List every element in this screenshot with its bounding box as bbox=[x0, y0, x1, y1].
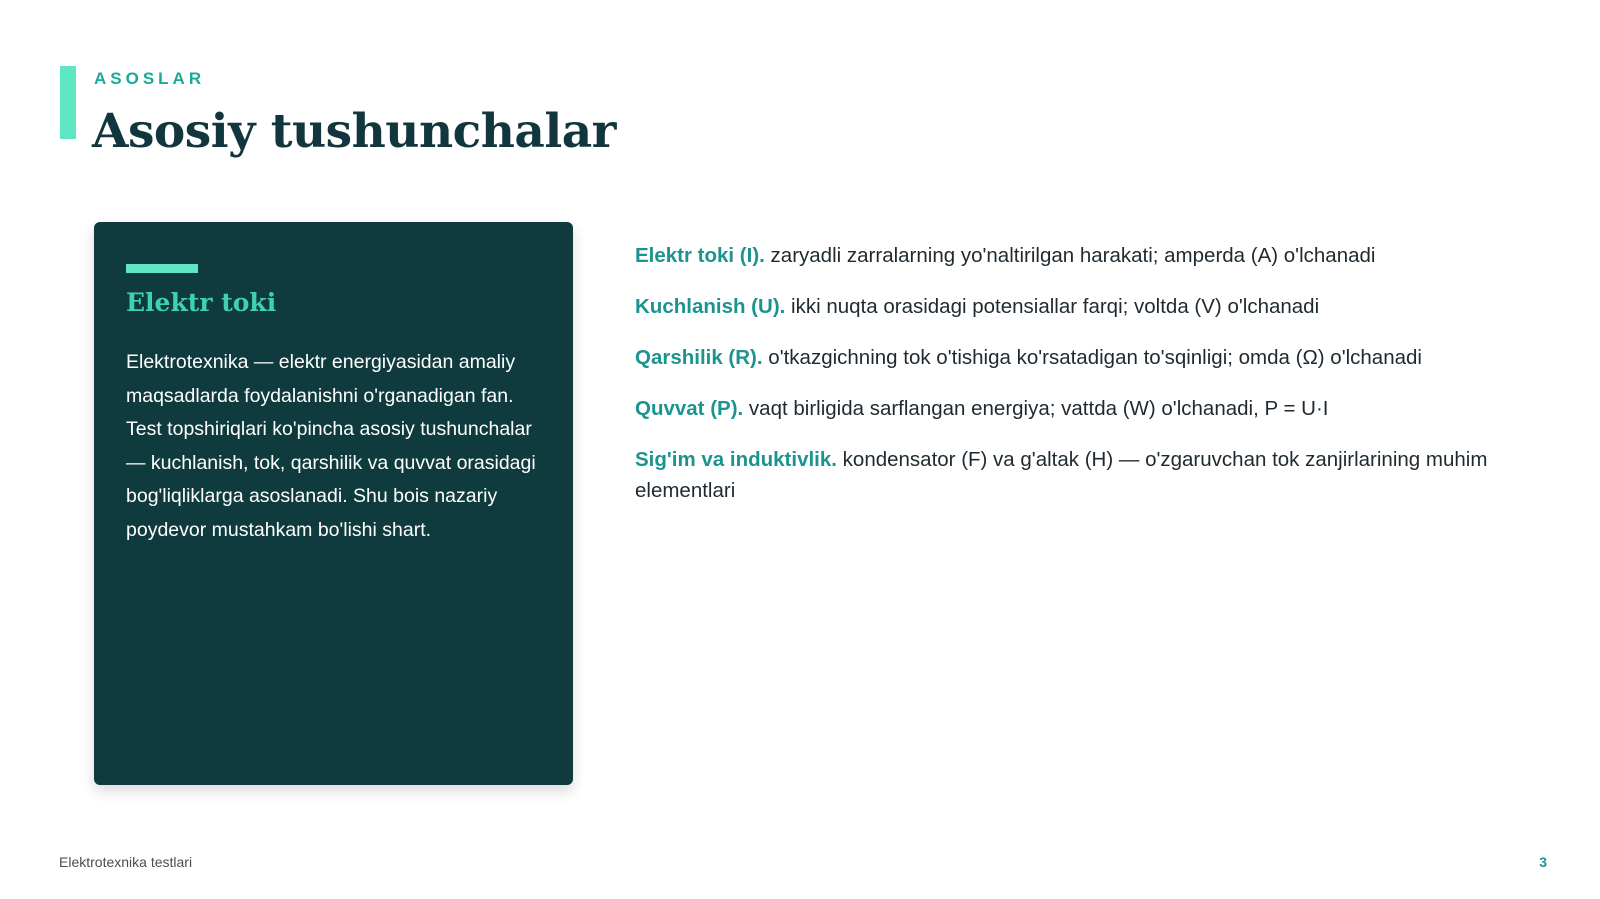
definition-text: o'tkazgichning tok o'tishiga ko'rsatadigan to'sqinligi; omda (Ω) o'lchanadi bbox=[762, 346, 1422, 369]
card-body-text: Elektrotexnika — elektr energiyasidan amaliy maqsadlarda foydalanishni o'rganadigan fan. Test topshiriqlari ko'pincha asosiy tushunchalar — kuchlanish, tok, qarshilik va quvvat orasidagi bog'liqliklarga asoslanadi. Shu bois nazariy poydevor mustahkam bo'lishi shart. bbox=[126, 351, 536, 541]
definition-item bbox=[635, 393, 1495, 424]
definition-text: kondensator (F) va g'altak (H) — o'zgaruvchan tok zanjirlarining muhim elementlari bbox=[635, 448, 1488, 502]
section-eyebrow: ASOSLAR bbox=[94, 69, 206, 88]
definition-term: Kuchlanish (U). bbox=[635, 295, 786, 318]
page-number: 3 bbox=[1539, 854, 1547, 870]
info-card bbox=[94, 222, 573, 785]
definition-term: Elektr toki (I). bbox=[635, 244, 765, 267]
definition-term: Quvvat (P). bbox=[635, 397, 744, 420]
definition-text: vaqt birligida sarflangan energiya; vattda (W) o'lchanadi, P = U·I bbox=[743, 397, 1329, 420]
page-title: Asosiy tushunchalar bbox=[92, 104, 616, 159]
card-accent-rule bbox=[126, 264, 198, 273]
definitions-list bbox=[635, 240, 1495, 526]
definition-item bbox=[635, 240, 1495, 271]
definition-item bbox=[635, 291, 1495, 322]
definition-term: Sig'im va induktivlik. bbox=[635, 448, 837, 471]
definition-text: ikki nuqta orasidagi potensiallar farqi; voltda (V) o'lchanadi bbox=[785, 295, 1320, 318]
footer-deck-title: Elektrotexnika testlari bbox=[59, 854, 193, 870]
definition-text: zaryadli zarralarning yo'naltirilgan harakati; amperda (A) o'lchanadi bbox=[764, 244, 1376, 267]
definition-item bbox=[635, 342, 1495, 373]
title-accent-bar bbox=[60, 66, 76, 139]
definition-item bbox=[635, 444, 1495, 506]
definition-term: Qarshilik (R). bbox=[635, 346, 763, 369]
card-title: Elektr toki bbox=[126, 288, 277, 317]
